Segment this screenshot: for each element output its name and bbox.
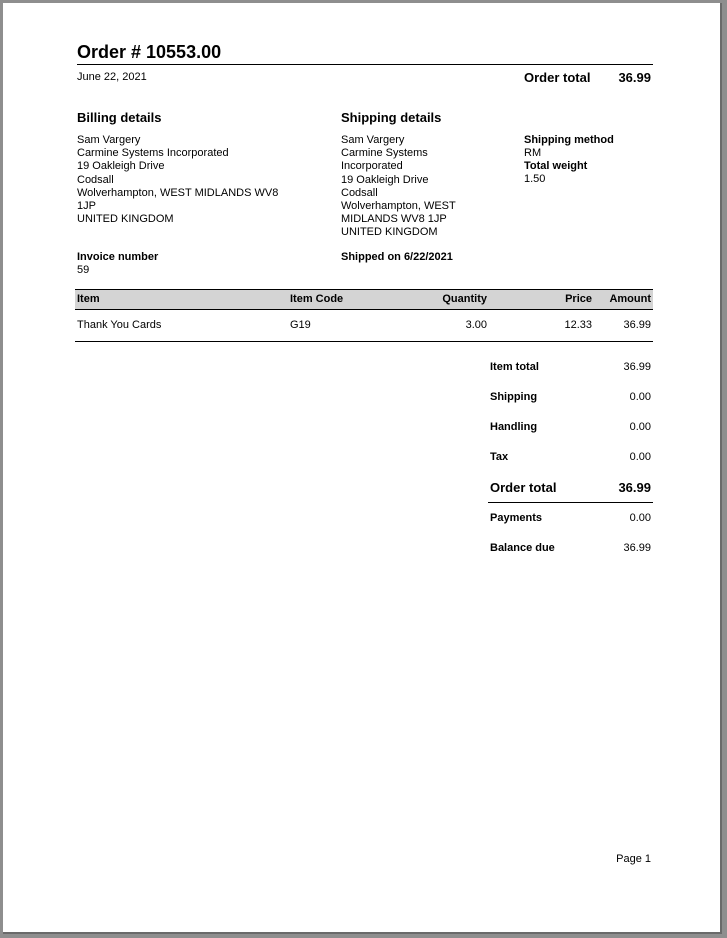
payments-label: Payments — [490, 512, 542, 524]
items-table-header — [75, 289, 653, 310]
total-weight-value: 1.50 — [524, 173, 546, 185]
payments-value: 0.00 — [629, 512, 651, 524]
row-item: Thank You Cards — [77, 319, 162, 331]
billing-heading: Billing details — [77, 110, 162, 125]
billing-line: Codsall — [77, 173, 114, 186]
header-item-code: Item Code — [290, 293, 344, 305]
shipping-heading: Shipping details — [341, 110, 442, 125]
billing-line: 1JP — [77, 200, 96, 213]
shipping-line: Sam Vargery — [341, 134, 405, 146]
invoice-number-label: Invoice number — [77, 251, 159, 263]
title-divider — [77, 64, 653, 65]
row-quantity: 3.00 — [465, 319, 487, 331]
shipped-on: Shipped on 6/22/2021 — [341, 251, 453, 263]
tax-value: 0.00 — [629, 451, 651, 463]
shipping-line: UNITED KINGDOM — [341, 226, 438, 239]
item-total-value: 36.99 — [623, 361, 651, 373]
invoice-page — [3, 3, 722, 934]
header-item: Item — [77, 293, 100, 305]
invoice-number-value: 59 — [77, 264, 90, 276]
total-weight-label: Total weight — [524, 160, 588, 172]
page-number: Page 1 — [616, 853, 651, 865]
summary-order-total-value: 36.99 — [618, 480, 651, 495]
billing-line: Wolverhampton, WEST MIDLANDS WV8 — [77, 186, 279, 199]
shipping-line: Wolverhampton, WEST — [341, 200, 456, 213]
item-total-label: Item total — [490, 361, 539, 373]
billing-line: Sam Vargery — [77, 134, 141, 146]
order-total-label: Order total — [524, 70, 591, 85]
table-row — [75, 309, 653, 341]
summary-divider — [488, 502, 653, 503]
balance-due-label: Balance due — [490, 542, 555, 554]
header-price: Price — [565, 293, 592, 305]
billing-address — [77, 134, 278, 226]
shipping-address — [341, 134, 456, 240]
table-bottom-rule — [75, 341, 653, 342]
order-date: June 22, 2021 — [77, 71, 147, 83]
shipping-line: 19 Oakleigh Drive — [341, 173, 429, 186]
shipping-value: 0.00 — [629, 391, 651, 403]
shipping-line: Codsall — [341, 186, 378, 199]
shipping-method-label: Shipping method — [524, 134, 614, 146]
billing-line: UNITED KINGDOM — [77, 213, 174, 226]
row-item-code: G19 — [290, 319, 311, 331]
order-total-value: 36.99 — [618, 70, 651, 85]
summary-order-total-label: Order total — [490, 480, 557, 495]
billing-line: Carmine Systems Incorporated — [77, 147, 229, 160]
header-amount: Amount — [609, 293, 651, 305]
order-title: Order # 10553.00 — [77, 42, 222, 62]
shipping-method-value: RM — [524, 147, 542, 159]
row-price: 12.33 — [564, 319, 592, 331]
balance-due-value: 36.99 — [623, 542, 651, 554]
shipping-line: Incorporated — [341, 160, 403, 173]
shipping-line: MIDLANDS WV8 1JP — [341, 213, 447, 226]
row-amount: 36.99 — [623, 319, 651, 331]
handling-label: Handling — [490, 421, 538, 433]
handling-value: 0.00 — [629, 421, 651, 433]
shipping-label: Shipping — [490, 391, 538, 403]
tax-label: Tax — [490, 451, 509, 463]
shipping-line: Carmine Systems — [341, 147, 428, 160]
header-quantity: Quantity — [442, 293, 487, 305]
billing-line: 19 Oakleigh Drive — [77, 160, 165, 173]
